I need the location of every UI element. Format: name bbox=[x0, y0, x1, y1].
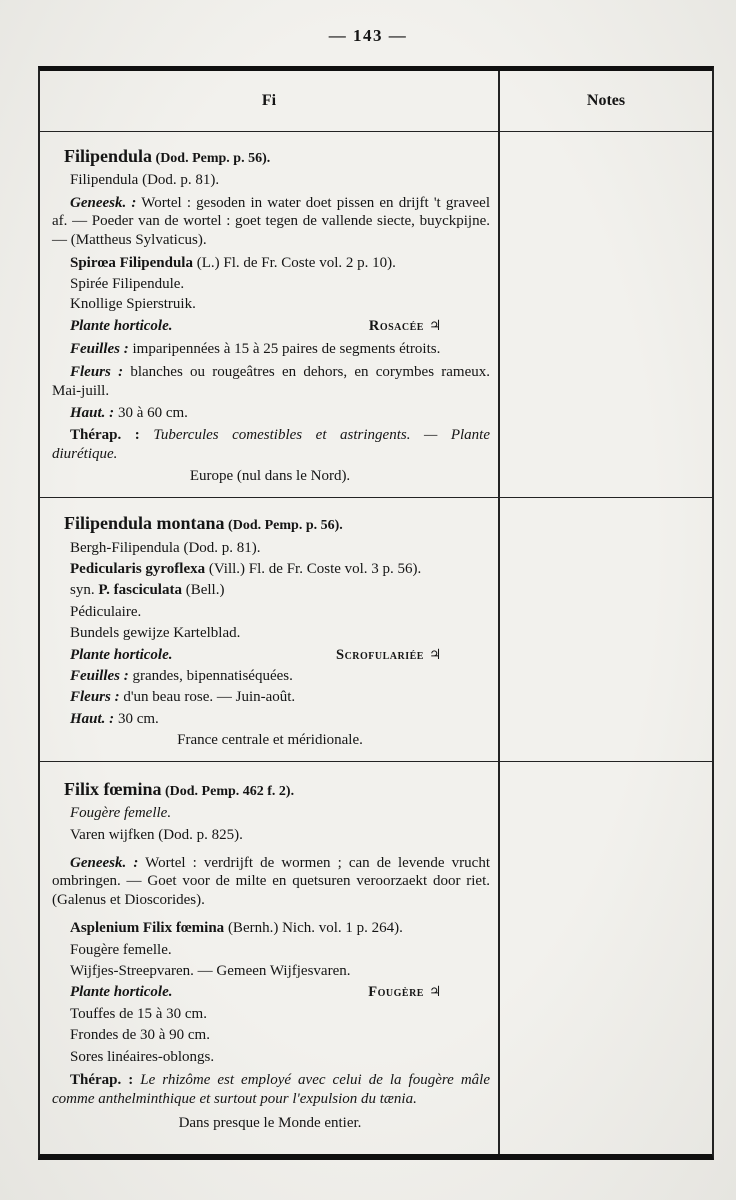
line-species: Filipendula montana (Dod. Pemp. p. 56). bbox=[64, 513, 343, 534]
line-species: Filipendula (Dod. Pemp. p. 56). bbox=[64, 146, 271, 166]
line-centered: Dans presque le Monde entier. bbox=[178, 1115, 362, 1132]
line-family bbox=[50, 983, 490, 1002]
entry-content bbox=[40, 762, 498, 1154]
line-bold-lead: Asplenium Filix fœmina (Bernh.) Nich. vol. 1 p. 264). bbox=[70, 920, 403, 937]
plante-horticole-label: Plante horticole. bbox=[70, 646, 173, 663]
perennial-symbol: ♃ bbox=[423, 646, 442, 663]
entry-content bbox=[40, 498, 498, 761]
family-name: Rosacée ♃ bbox=[368, 317, 442, 334]
plante-horticole-label: Plante horticole. bbox=[70, 317, 173, 334]
table-header-row bbox=[40, 71, 712, 131]
line-italic-lead: Haut. : 30 cm. bbox=[70, 710, 159, 727]
line-bold-lead: Spirœa Filipendula (L.) Fl. de Fr. Coste vol. 2 p. 10). bbox=[70, 255, 396, 272]
line-italic-lead: Haut. : 30 à 60 cm. bbox=[70, 405, 188, 422]
line-para-italic-lead: Geneesk. : Wortel : verdrijft de wormen ; can de levende vrucht ombringen. — Goet voor de milte en quetsuren veroorzaekt door riet. (Galenus et Dioscorides). bbox=[52, 854, 490, 909]
line-plain: Frondes de 30 à 90 cm. bbox=[70, 1027, 210, 1044]
family-name: Fougère ♃ bbox=[368, 984, 442, 1001]
perennial-symbol: ♃ bbox=[423, 984, 442, 1001]
line-bold-lead: Pedicularis gyroflexa (Vill.) Fl. de Fr. Coste vol. 3 p. 56). bbox=[70, 561, 422, 578]
entry-row bbox=[40, 497, 712, 761]
main-column-header: Fi bbox=[261, 92, 277, 109]
line-therap: Thérap. : Le rhizôme est employé avec celui de la fougère mâle comme anthelminthique et surtout pour l'expulsion du tænia. bbox=[52, 1072, 490, 1108]
line-centered: France centrale et méridionale. bbox=[177, 732, 363, 749]
line-centered: Europe (nul dans le Nord). bbox=[189, 468, 351, 485]
line-italic-line: Fougère femelle. bbox=[70, 805, 172, 822]
line-plain: Wijfjes-Streepvaren. — Gemeen Wijfjesvaren. bbox=[70, 963, 351, 980]
notes-cell bbox=[498, 762, 712, 1154]
line-para-italic-lead: Feuilles : grandes, bipennatiséquées. bbox=[70, 668, 293, 685]
family-name: Scrofulariée ♃ bbox=[336, 646, 442, 663]
line-plain: Spirée Filipendule. bbox=[70, 275, 185, 292]
line-syn: syn. P. fasciculata (Bell.) bbox=[70, 582, 225, 599]
notes-column-header: Notes bbox=[586, 92, 626, 109]
plante-horticole-label: Plante horticole. bbox=[70, 984, 173, 1001]
line-plain: Bundels gewijze Kartelblad. bbox=[70, 625, 241, 642]
line-plain: Filipendula (Dod. p. 81). bbox=[70, 171, 220, 188]
line-plain: Sores linéaires-oblongs. bbox=[70, 1048, 215, 1065]
line-para-italic-lead: Geneesk. : Wortel : gesoden in water doet pissen en drijft 't graveel af. — Poeder van de wortel : goet tegen de vallende siecte, buyckpijne. — (Mattheus Sylvaticus). bbox=[52, 194, 491, 249]
perennial-symbol: ♃ bbox=[423, 317, 442, 334]
line-family bbox=[50, 317, 490, 336]
notes-column-header-cell bbox=[498, 71, 712, 131]
line-therap: Thérap. : Tubercules comestibles et astringents. — Plante diurétique. bbox=[52, 427, 491, 463]
line-para-italic-lead: Fleurs : blanches ou rougeâtres en dehors, en corymbes rameux. Mai-juill. bbox=[52, 363, 490, 399]
entry-row bbox=[40, 761, 712, 1154]
line-plain: Fougère femelle. bbox=[70, 941, 172, 958]
entries-table bbox=[38, 66, 714, 1160]
line-plain: Touffes de 15 à 30 cm. bbox=[70, 1005, 207, 1022]
entry-content bbox=[40, 132, 498, 497]
line-plain: Knollige Spierstruik. bbox=[70, 296, 196, 313]
line-plain: Bergh-Filipendula (Dod. p. 81). bbox=[70, 539, 261, 556]
line-plain: Varen wijfken (Dod. p. 825). bbox=[70, 826, 243, 843]
entry-row bbox=[40, 131, 712, 497]
notes-cell bbox=[498, 498, 712, 761]
line-para-italic-lead: Fleurs : d'un beau rose. — Juin-août. bbox=[70, 689, 296, 706]
main-column-header-cell bbox=[40, 71, 498, 131]
line-plain: Pédiculaire. bbox=[70, 603, 142, 620]
line-family bbox=[50, 646, 490, 665]
notes-cell bbox=[498, 132, 712, 497]
page-number: — 143 — bbox=[328, 26, 408, 45]
line-para-italic-lead: Feuilles : imparipennées à 15 à 25 paires de segments étroits. bbox=[70, 340, 441, 357]
line-species: Filix fœmina (Dod. Pemp. 462 f. 2). bbox=[64, 778, 295, 799]
